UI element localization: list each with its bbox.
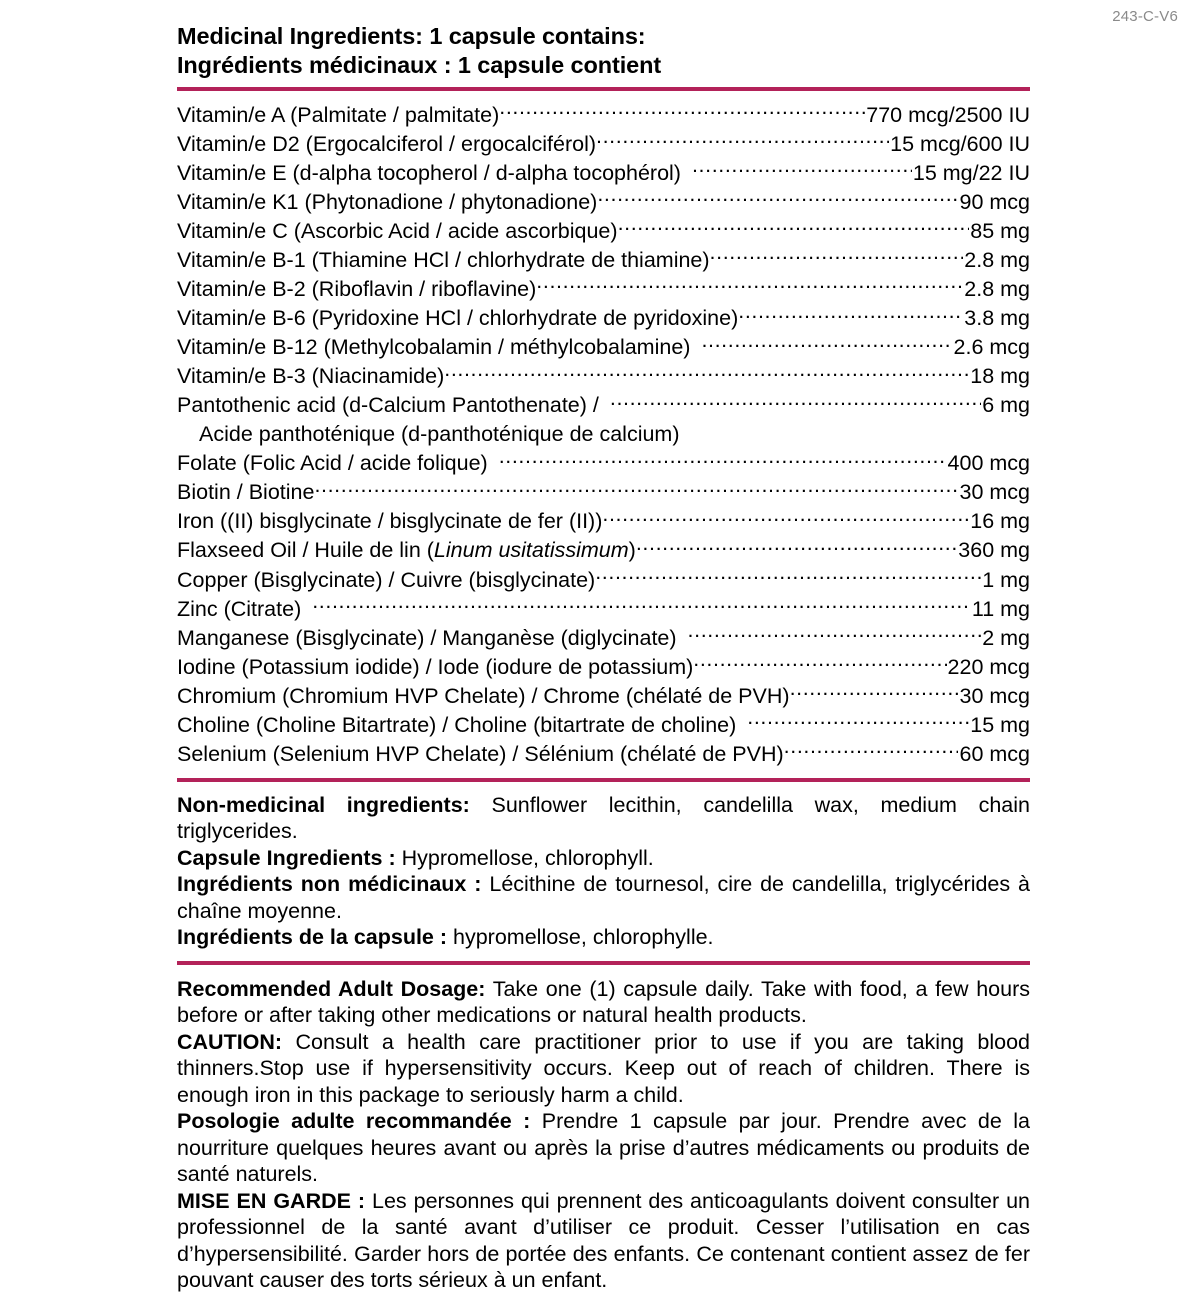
ingredient-row [177,594,1030,623]
ingredient-amount: 2.6 mcg [953,335,1030,360]
non-medicinal-english [177,792,1030,845]
dot-leader [701,333,952,355]
ingredient-row [177,100,1030,129]
ingredient-row [177,187,1030,216]
capsule-en-label: Capsule Ingredients : [177,845,396,870]
ingredient-amount: 85 mg [970,218,1030,243]
ingredient-name-continuation: Acide panthoténique (d-panthoténique de calcium) [199,422,680,447]
caution-en-label: CAUTION: [177,1029,283,1054]
capsule-ingredients-english [177,845,1030,872]
dot-leader [314,478,958,500]
ingredient-amount: 30 mcg [959,480,1030,505]
capsule-fr-text: hypromellose, chlorophylle. [453,925,714,950]
dot-leader [312,594,971,616]
ingredient-row [177,245,1030,274]
ingredient-name: Choline (Choline Bitartrate) / Choline (bitartrate de choline) [177,712,737,737]
ingredient-name: Copper (Bisglycinate) / Cuivre (bisglycinate) [177,567,596,592]
ingredient-row [177,740,1030,769]
ingredient-amount: 90 mcg [959,189,1030,214]
ingredient-row [177,478,1030,507]
ingredient-name: Vitamin/e A (Palmitate / palmitate) [177,102,500,127]
caution-english [177,1029,1030,1109]
ingredient-name: Zinc (Citrate) [177,596,302,621]
dot-leader [692,158,912,180]
ingredient-name: Iodine (Potassium iodide) / Iode (iodure de potassium) [177,654,694,679]
ingredient-name: Vitamin/e B-12 (Methylcobalamin / méthylcobalamine) [177,335,691,360]
ingredient-row [177,536,1030,565]
ingredient-row [177,216,1030,245]
ingredient-name: Selenium (Selenium HVP Chelate) / Sélénium (chélaté de PVH) [177,742,784,767]
ingredient-amount: 360 mg [958,538,1030,563]
ingredient-name: Chromium (Chromium HVP Chelate) / Chrome (chélaté de PVH) [177,683,790,708]
caution-en-text: Consult a health care practitioner prior to use if you are taking blood thinners.Stop use if hypersensitivity occurs. Keep out of reach of children. There is enough iron in this package to seriously harm a child. [177,1029,1030,1107]
ingredient-name: Vitamin/e B-3 (Niacinamide) [177,364,445,389]
ingredient-name: Manganese (Bisglycinate) / Manganèse (diglycinate) [177,625,677,650]
dot-leader [595,565,981,587]
ingredient-amount: 770 mcg/2500 IU [866,102,1030,127]
ingredient-name: Vitamin/e B-2 (Riboflavin / riboflavine) [177,277,537,302]
ingredient-name: Flaxseed Oil / Huile de lin (Linum usitatissimum) [177,538,636,563]
ingredient-row [177,333,1030,362]
dot-leader [710,245,964,267]
ingredient-amount: 6 mg [982,393,1030,418]
ingredient-amount: 2.8 mg [964,277,1030,302]
ingredient-row [177,391,1030,420]
dosage-english [177,976,1030,1029]
dosage-fr-label: Posologie adulte recommandée : [177,1109,531,1134]
ingredient-amount: 400 mcg [947,451,1030,476]
medicinal-header-english: Medicinal Ingredients: 1 capsule contains: [177,23,646,49]
ingredient-amount: 16 mg [970,509,1030,534]
dot-leader [693,652,946,674]
ingredient-amount: 11 mg [971,596,1030,621]
divider-top [177,87,1030,91]
non-medicinal-en-text: Sunflower lecithin, candelilla wax, medium chain triglycerides. [177,792,1031,844]
dot-leader [688,623,982,645]
dot-leader [636,536,957,558]
dot-leader [602,507,969,529]
ingredient-amount: 2.8 mg [964,247,1030,272]
dot-leader [596,129,889,151]
non-medicinal-en-label: Non-medicinal ingredients: [177,792,470,817]
ingredient-row [177,710,1030,739]
dot-leader [444,362,969,384]
ingredient-amount: 15 mg [970,712,1030,737]
ingredient-name: Vitamin/e B-6 (Pyridoxine HCl / chlorhydrate de pyridoxine) [177,306,739,331]
ingredient-row [177,275,1030,304]
ingredient-name: Pantothenic acid (d-Calcium Pantothenate) / [177,393,599,418]
ingredient-name: Vitamin/e B-1 (Thiamine HCl / chlorhydrate de thiamine) [177,247,710,272]
dot-leader [499,449,947,471]
dot-leader [610,391,981,413]
non-medicinal-section [177,792,1030,951]
ingredient-name: Biotin / Biotine [177,480,315,505]
medicinal-ingredients-list [177,100,1030,769]
dot-leader [597,187,958,209]
dot-leader [499,100,865,122]
ingredient-name: Vitamin/e D2 (Ergocalciferol / ergocalciférol) [177,131,597,156]
ingredient-row [177,158,1030,187]
dot-leader [747,710,969,732]
ingredient-row [177,565,1030,594]
ingredient-name: Folate (Folic Acid / acide folique) [177,451,488,476]
non-medicinal-fr-label: Ingrédients non médicinaux : [177,872,482,897]
ingredient-amount: 220 mcg [947,654,1030,679]
dosage-en-text: Take one (1) capsule daily. Take with food, a few hours before or after taking other medications or natural health products. [177,976,1030,1028]
caution-fr-label: MISE EN GARDE : [177,1188,366,1213]
capsule-en-text: Hypromellose, chlorophyll. [401,845,654,870]
label-content [177,22,1030,1294]
ingredient-amount: 15 mg/22 IU [912,160,1030,185]
ingredient-amount: 2 mg [982,625,1030,650]
non-medicinal-fr-text: Lécithine de tournesol, cire de candelilla, triglycérides à chaîne moyenne. [177,872,1030,923]
ingredient-amount: 3.8 mg [964,306,1030,331]
divider-middle [177,778,1030,782]
ingredient-amount: 1 mg [982,567,1030,592]
dot-leader [738,304,963,326]
ingredient-name: Iron ((II) bisglycinate / bisglycinate de fer (II)) [177,509,603,534]
dosage-en-label: Recommended Adult Dosage: [177,976,486,1001]
dot-leader [536,275,963,297]
divider-bottom [177,961,1030,965]
ingredient-row [177,623,1030,652]
ingredient-amount: 15 mcg/600 IU [890,131,1030,156]
non-medicinal-french [177,871,1030,924]
dosage-fr-text: Prendre 1 capsule par jour. Prendre avec de la nourriture quelques heures avant ou après la prise d’autres médicaments ou produits de santé naturels. [177,1109,1030,1187]
ingredient-amount: 30 mcg [959,683,1030,708]
ingredient-row [177,652,1030,681]
dot-leader [784,740,959,762]
ingredient-row [177,129,1030,158]
dot-leader [618,216,970,238]
ingredient-name: Vitamin/e C (Ascorbic Acid / acide ascorbique) [177,218,618,243]
ingredient-amount: 60 mcg [959,742,1030,767]
ingredient-name: Vitamin/e K1 (Phytonadione / phytonadione) [177,189,598,214]
ingredient-row [177,449,1030,478]
medicinal-header-french: Ingrédients médicinaux : 1 capsule contient [177,52,662,78]
ingredient-row [177,304,1030,333]
ingredient-row [177,507,1030,536]
caution-french [177,1188,1030,1294]
ingredient-amount: 18 mg [970,364,1030,389]
capsule-ingredients-french [177,924,1030,951]
product-code: 243-C-V6 [1112,8,1178,25]
dosage-section [177,976,1030,1294]
dosage-french [177,1108,1030,1188]
caution-fr-text: Les personnes qui prennent des anticoagulants doivent consulter un professionnel de la santé avant d’utiliser ce produit. Cesser l’utilisation en cas d’hypersensibilité. Garder hors de portée des enfants. Ce contenant contient assez de fer pouvant causer des torts sérieux à un enfant. [177,1188,1030,1293]
ingredient-name: Vitamin/e E (d-alpha tocopherol / d-alpha tocophérol) [177,160,681,185]
ingredient-row [177,681,1030,710]
ingredient-row [177,362,1030,391]
capsule-fr-label: Ingrédients de la capsule : [177,925,448,950]
dot-leader [790,681,959,703]
